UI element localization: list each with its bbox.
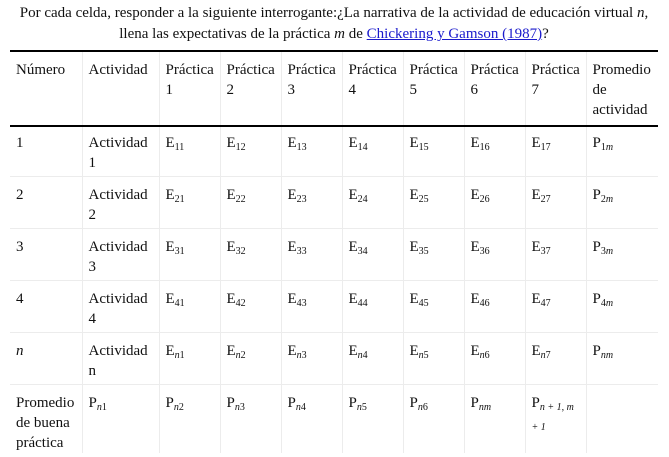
cell-subscript bbox=[236, 194, 246, 205]
column-header: Práctica 7 bbox=[525, 52, 586, 125]
subscript-part: 32 bbox=[235, 246, 246, 257]
cell-symbol: P bbox=[287, 395, 296, 411]
cell-symbol: E bbox=[409, 135, 419, 151]
subscript-part: 4 bbox=[362, 350, 368, 361]
cell-symbol: P bbox=[165, 395, 174, 411]
cell-symbol: E bbox=[165, 343, 175, 359]
cell-symbol: E bbox=[287, 135, 297, 151]
citation-link[interactable]: Chickering y Gamson (1987) bbox=[366, 26, 543, 42]
subscript-part: n bbox=[173, 402, 179, 413]
subscript-part: 35 bbox=[418, 246, 429, 257]
cell-subscript bbox=[357, 402, 367, 413]
subscript-part: 1 bbox=[600, 142, 606, 153]
practice-cell bbox=[525, 229, 586, 281]
practice-cell bbox=[281, 333, 342, 385]
cell-subscript bbox=[358, 194, 368, 205]
subscript-part: 11 bbox=[174, 142, 185, 153]
cell-subscript bbox=[601, 350, 613, 361]
practice-cell bbox=[403, 125, 464, 177]
subscript-part: 15 bbox=[418, 142, 429, 153]
empty-cell bbox=[586, 385, 658, 454]
cell-subscript bbox=[236, 246, 246, 257]
row-number: 4 bbox=[10, 281, 82, 333]
cell-subscript bbox=[235, 402, 245, 413]
practice-cell bbox=[464, 177, 525, 229]
practice-cell bbox=[159, 177, 220, 229]
activity-name: Actividad 2 bbox=[82, 177, 159, 229]
practice-cell bbox=[342, 125, 403, 177]
column-header: Número bbox=[10, 52, 82, 125]
row-number: 1 bbox=[10, 125, 82, 177]
practice-cell bbox=[342, 229, 403, 281]
subscript-part: 2 bbox=[600, 194, 606, 205]
caption-text: ? bbox=[542, 26, 549, 42]
caption-var-n: n bbox=[636, 5, 645, 21]
subscript-part: n bbox=[235, 350, 241, 361]
subscript-part: m bbox=[605, 142, 614, 153]
cell-symbol: E bbox=[226, 343, 236, 359]
cell-subscript bbox=[479, 402, 491, 413]
activity-name: Actividad 1 bbox=[82, 125, 159, 177]
subscript-part: n bbox=[356, 402, 362, 413]
cell-subscript bbox=[541, 142, 551, 153]
practice-average bbox=[281, 385, 342, 454]
practice-cell bbox=[464, 333, 525, 385]
practice-cell bbox=[525, 281, 586, 333]
subscript-part: 3 bbox=[600, 246, 606, 257]
subscript-part: 43 bbox=[296, 298, 307, 309]
cell-symbol: E bbox=[287, 187, 297, 203]
cell-subscript bbox=[419, 142, 429, 153]
cell-symbol: P bbox=[531, 395, 540, 411]
column-header: Práctica 5 bbox=[403, 52, 464, 125]
practice-cell bbox=[220, 229, 281, 281]
cell-symbol: E bbox=[287, 343, 297, 359]
practice-cell bbox=[403, 281, 464, 333]
cell-subscript bbox=[601, 142, 613, 153]
subscript-part: 41 bbox=[174, 298, 185, 309]
cell-symbol: P bbox=[592, 187, 601, 203]
activity-average bbox=[586, 125, 658, 177]
practice-cell bbox=[281, 125, 342, 177]
activity-name: Actividad n bbox=[82, 333, 159, 385]
subscript-part: 7 bbox=[545, 350, 551, 361]
cell-symbol: E bbox=[531, 291, 541, 307]
cell-subscript bbox=[601, 194, 613, 205]
cell-subscript bbox=[480, 298, 490, 309]
cell-subscript bbox=[358, 350, 368, 361]
row-number: n bbox=[10, 333, 82, 385]
activity-name: Actividad 4 bbox=[82, 281, 159, 333]
practice-cell bbox=[220, 125, 281, 177]
cell-subscript bbox=[358, 298, 368, 309]
subscript-part: 3 bbox=[239, 402, 245, 413]
practice-cell bbox=[281, 177, 342, 229]
activity-average bbox=[586, 229, 658, 281]
subscript-part: 23 bbox=[296, 194, 307, 205]
subscript-part: 1 bbox=[101, 402, 107, 413]
subscript-part: 4 bbox=[600, 298, 606, 309]
header-rule bbox=[10, 125, 658, 127]
cell-subscript bbox=[175, 194, 185, 205]
cell-subscript bbox=[297, 246, 307, 257]
cell-symbol: E bbox=[409, 187, 419, 203]
cell-subscript bbox=[419, 194, 429, 205]
subscript-part: 45 bbox=[418, 298, 429, 309]
practice-average bbox=[403, 385, 464, 454]
cell-subscript bbox=[175, 298, 185, 309]
subscript-part: 44 bbox=[357, 298, 368, 309]
row-number: 3 bbox=[10, 229, 82, 281]
column-header: Práctica 4 bbox=[342, 52, 403, 125]
column-header: Actividad bbox=[82, 52, 159, 125]
practice-cell bbox=[525, 125, 586, 177]
subscript-part: m bbox=[605, 246, 614, 257]
cell-symbol: P bbox=[226, 395, 235, 411]
cell-symbol: E bbox=[470, 135, 480, 151]
row-number: 2 bbox=[10, 177, 82, 229]
table-row-n bbox=[10, 333, 658, 385]
subscript-part: 37 bbox=[540, 246, 551, 257]
cell-subscript bbox=[297, 350, 307, 361]
subscript-part: 4 bbox=[300, 402, 306, 413]
activity-average bbox=[586, 333, 658, 385]
subscript-part: 26 bbox=[479, 194, 490, 205]
cell-symbol: E bbox=[165, 135, 175, 151]
activity-average bbox=[586, 177, 658, 229]
subscript-part: m bbox=[605, 194, 614, 205]
subscript-part: 5 bbox=[361, 402, 367, 413]
subscript-part: n bbox=[174, 350, 180, 361]
cell-subscript bbox=[418, 402, 428, 413]
column-header: Práctica 3 bbox=[281, 52, 342, 125]
subscript-part: 3 bbox=[301, 350, 307, 361]
cell-symbol: E bbox=[348, 343, 358, 359]
subscript-part: n + 1, m + 1 bbox=[531, 402, 574, 433]
subscript-part: 13 bbox=[296, 142, 307, 153]
practice-cell bbox=[464, 229, 525, 281]
practice-cell bbox=[403, 333, 464, 385]
caption-text: Por cada celda, responder a la siguiente interrogante:¿La narrativa de la actividad de educación virtual bbox=[19, 5, 637, 21]
practice-cell bbox=[342, 177, 403, 229]
subscript-part: n bbox=[479, 350, 485, 361]
cell-symbol: E bbox=[348, 187, 358, 203]
practice-cell bbox=[220, 177, 281, 229]
column-header: Práctica 2 bbox=[220, 52, 281, 125]
subscript-part: n bbox=[540, 350, 546, 361]
table-row bbox=[10, 229, 658, 281]
practice-average bbox=[82, 385, 159, 454]
cell-subscript bbox=[175, 350, 185, 361]
cell-subscript bbox=[358, 142, 368, 153]
subscript-part: 42 bbox=[235, 298, 246, 309]
column-header: Promedio de actividad bbox=[592, 62, 651, 118]
cell-symbol: E bbox=[409, 291, 419, 307]
cell-symbol: P bbox=[409, 395, 418, 411]
cell-subscript bbox=[297, 298, 307, 309]
cell-symbol: E bbox=[531, 343, 541, 359]
subscript-part: 5 bbox=[423, 350, 429, 361]
subscript-part: 14 bbox=[357, 142, 368, 153]
practice-cell bbox=[525, 333, 586, 385]
subscript-part: 17 bbox=[540, 142, 551, 153]
cell-symbol: E bbox=[409, 343, 419, 359]
subscript-part: 1 bbox=[179, 350, 185, 361]
activity-name: Actividad 3 bbox=[82, 229, 159, 281]
table-row bbox=[10, 281, 658, 333]
cell-subscript bbox=[419, 298, 429, 309]
subscript-part: 24 bbox=[357, 194, 368, 205]
cell-symbol: E bbox=[165, 187, 175, 203]
cell-symbol: E bbox=[348, 135, 358, 151]
cell-symbol: E bbox=[226, 135, 236, 151]
cell-subscript bbox=[601, 246, 613, 257]
subscript-part: m bbox=[605, 298, 614, 309]
cell-symbol: E bbox=[348, 239, 358, 255]
subscript-part: 22 bbox=[235, 194, 246, 205]
subscript-part: 16 bbox=[479, 142, 490, 153]
cell-symbol: E bbox=[409, 239, 419, 255]
practice-cell bbox=[159, 125, 220, 177]
cell-subscript bbox=[541, 298, 551, 309]
practice-cell bbox=[464, 281, 525, 333]
cell-subscript bbox=[236, 298, 246, 309]
subscript-part: 36 bbox=[479, 246, 490, 257]
practice-cell bbox=[281, 229, 342, 281]
cell-symbol: E bbox=[287, 291, 297, 307]
cell-subscript bbox=[175, 142, 185, 153]
practice-cell bbox=[525, 177, 586, 229]
cell-symbol: E bbox=[226, 239, 236, 255]
cell-symbol: P bbox=[592, 135, 601, 151]
cell-subscript bbox=[480, 194, 490, 205]
cell-subscript bbox=[480, 246, 490, 257]
practice-cell bbox=[159, 281, 220, 333]
cell-symbol: E bbox=[531, 135, 541, 151]
subscript-part: 12 bbox=[235, 142, 246, 153]
cell-subscript bbox=[601, 298, 613, 309]
subscript-part: n bbox=[295, 402, 301, 413]
subscript-part: n bbox=[296, 350, 302, 361]
footer-label: Promedio de buena práctica bbox=[10, 385, 82, 454]
caption-text: , llena las expectativas de la práctica bbox=[119, 5, 649, 42]
footer-row bbox=[10, 385, 658, 454]
cell-symbol: E bbox=[165, 239, 175, 255]
subscript-part: nm bbox=[600, 350, 614, 361]
cell-subscript bbox=[419, 350, 429, 361]
cell-symbol: P bbox=[592, 239, 601, 255]
practice-average bbox=[220, 385, 281, 454]
practice-average bbox=[159, 385, 220, 454]
subscript-part: 33 bbox=[296, 246, 307, 257]
subscript-part: 2 bbox=[240, 350, 246, 361]
cell-subscript bbox=[541, 194, 551, 205]
cell-subscript bbox=[175, 246, 185, 257]
subscript-part: n bbox=[417, 402, 423, 413]
cell-symbol: P bbox=[592, 343, 601, 359]
subscript-part: n bbox=[96, 402, 102, 413]
cell-symbol: P bbox=[348, 395, 357, 411]
cell-symbol: E bbox=[531, 187, 541, 203]
table-row bbox=[10, 125, 658, 177]
cell-subscript bbox=[236, 350, 246, 361]
caption-text: de bbox=[345, 26, 367, 42]
caption-var-m: m bbox=[334, 26, 345, 42]
subscript-part: 34 bbox=[357, 246, 368, 257]
practice-average bbox=[464, 385, 525, 454]
cell-symbol: E bbox=[470, 187, 480, 203]
cell-subscript bbox=[358, 246, 368, 257]
practice-cell bbox=[403, 229, 464, 281]
subscript-part: 31 bbox=[174, 246, 185, 257]
cell-symbol: E bbox=[470, 291, 480, 307]
subscript-part: 27 bbox=[540, 194, 551, 205]
practice-cell bbox=[159, 333, 220, 385]
subscript-part: n bbox=[234, 402, 240, 413]
cell-subscript bbox=[236, 142, 246, 153]
cell-symbol: P bbox=[470, 395, 479, 411]
practice-cell bbox=[342, 333, 403, 385]
cell-symbol: P bbox=[88, 395, 97, 411]
cell-subscript bbox=[541, 350, 551, 361]
subscript-part: 46 bbox=[479, 298, 490, 309]
subscript-part: nm bbox=[478, 402, 492, 413]
cell-subscript bbox=[296, 402, 306, 413]
subscript-part: 6 bbox=[422, 402, 428, 413]
subscript-part: n bbox=[357, 350, 363, 361]
cell-symbol: E bbox=[348, 291, 358, 307]
practice-cell bbox=[159, 229, 220, 281]
subscript-part: 47 bbox=[540, 298, 551, 309]
cell-subscript bbox=[174, 402, 184, 413]
practice-cell bbox=[220, 333, 281, 385]
evaluation-table bbox=[10, 52, 658, 453]
subscript-part: 2 bbox=[178, 402, 184, 413]
cell-symbol: E bbox=[165, 291, 175, 307]
subscript-part: n bbox=[418, 350, 424, 361]
column-header: Práctica 1 bbox=[159, 52, 220, 125]
cell-subscript bbox=[480, 350, 490, 361]
header-row bbox=[10, 52, 658, 125]
cell-subscript bbox=[97, 402, 107, 413]
cell-subscript bbox=[419, 246, 429, 257]
cell-symbol: E bbox=[226, 187, 236, 203]
cell-symbol: E bbox=[287, 239, 297, 255]
practice-cell bbox=[342, 281, 403, 333]
subscript-part: 25 bbox=[418, 194, 429, 205]
practice-cell bbox=[281, 281, 342, 333]
cell-subscript bbox=[480, 142, 490, 153]
cell-symbol: E bbox=[531, 239, 541, 255]
practice-cell bbox=[403, 177, 464, 229]
cell-subscript bbox=[541, 246, 551, 257]
practice-cell bbox=[464, 125, 525, 177]
practice-average bbox=[525, 385, 586, 454]
practice-average bbox=[342, 385, 403, 454]
table-row bbox=[10, 177, 658, 229]
cell-subscript bbox=[297, 142, 307, 153]
cell-symbol: E bbox=[226, 291, 236, 307]
column-header: Práctica 6 bbox=[464, 52, 525, 125]
cell-symbol: E bbox=[470, 343, 480, 359]
activity-average bbox=[586, 281, 658, 333]
subscript-part: 6 bbox=[484, 350, 490, 361]
cell-symbol: P bbox=[592, 291, 601, 307]
practice-cell bbox=[220, 281, 281, 333]
subscript-part: 21 bbox=[174, 194, 185, 205]
cell-symbol: E bbox=[470, 239, 480, 255]
table-caption bbox=[10, 3, 658, 45]
cell-subscript bbox=[297, 194, 307, 205]
